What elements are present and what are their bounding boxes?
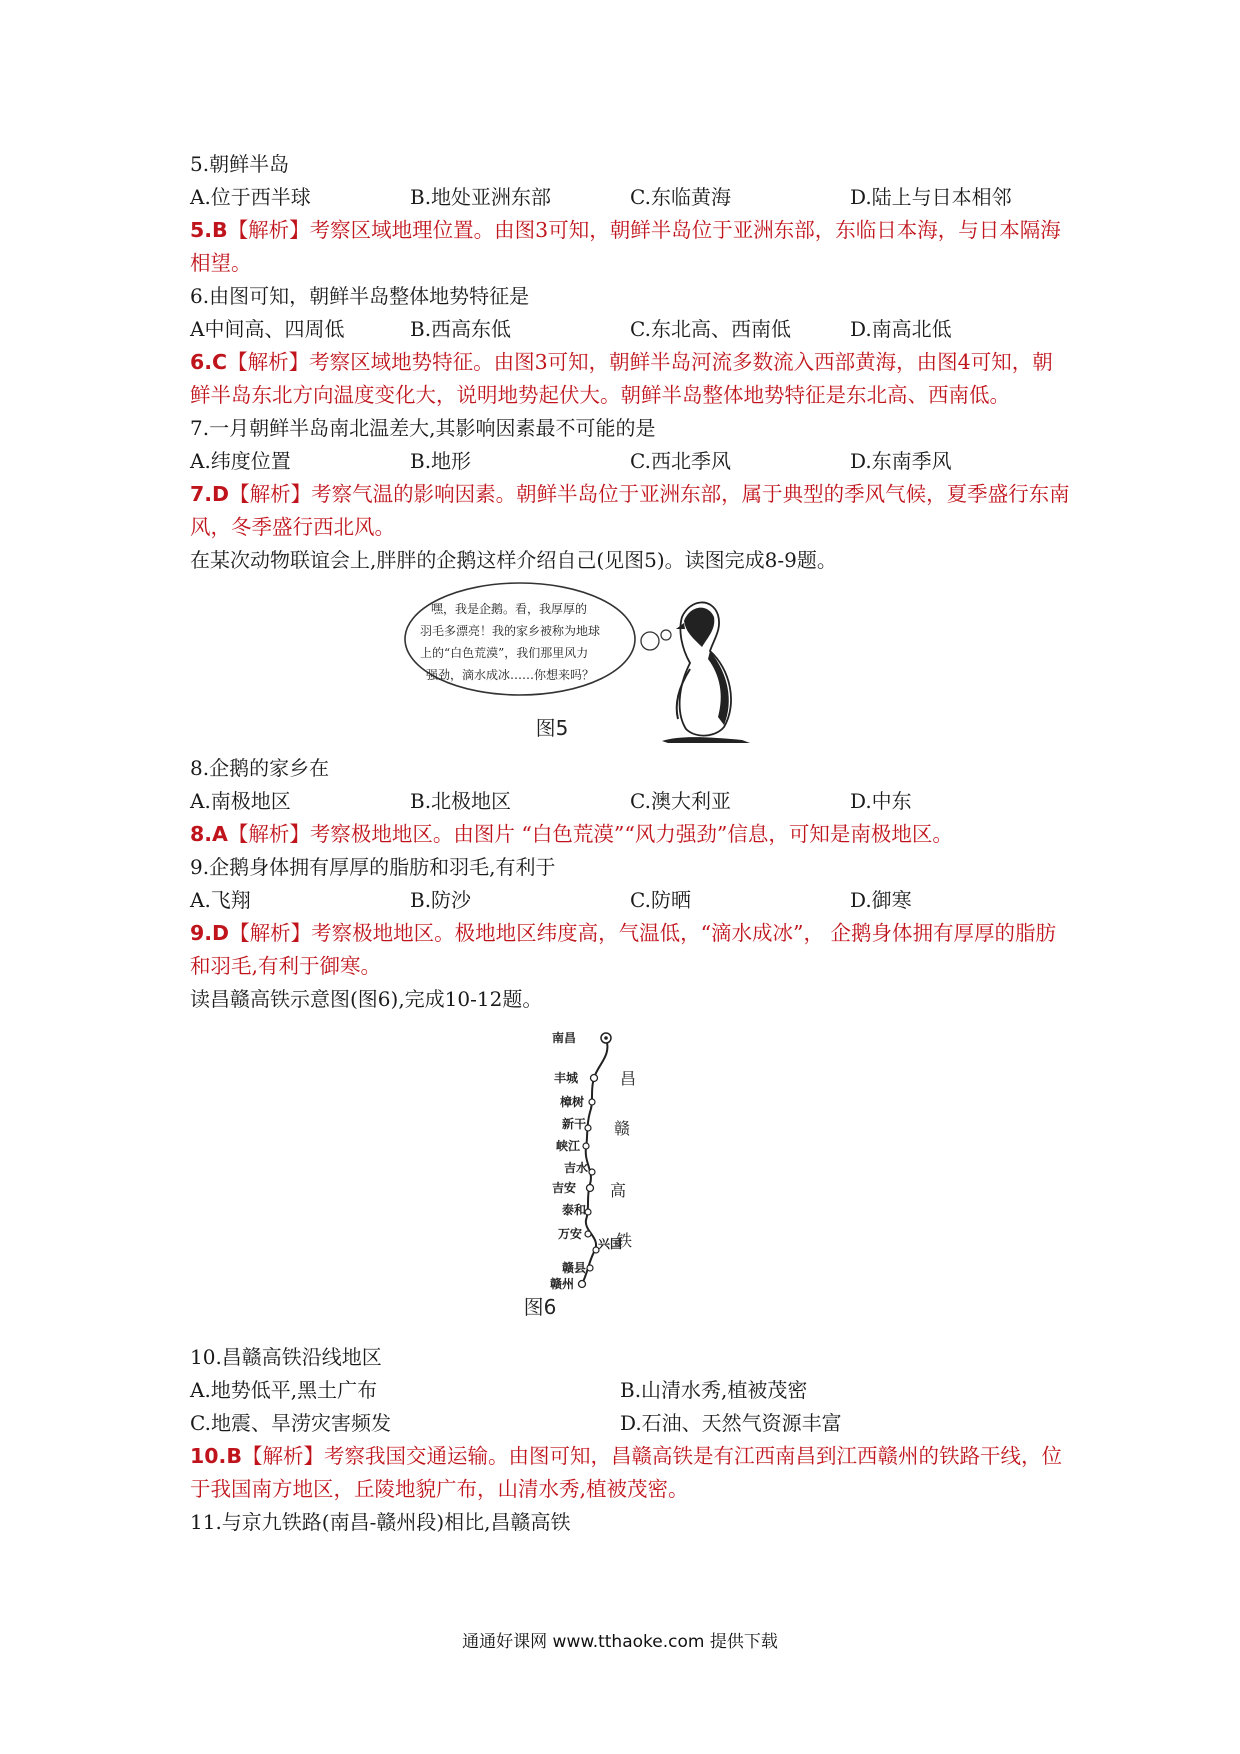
question-6-stem: 6.由图可知，朝鲜半岛整体地势特征是 (190, 284, 530, 308)
station-marker (587, 1265, 593, 1271)
station-label: 赣州 (550, 1277, 575, 1291)
figure-6 (190, 1016, 1070, 1319)
option-c: C.东北高、西南低 (630, 317, 791, 341)
question-8-stem: 8.企鹅的家乡在 (190, 756, 330, 780)
answer-10-text: 【解析】考察我国交通运输。由图可知，昌赣高铁是有江西南昌到江西赣州的铁路干线，位于我国南方地区，丘陵地貌广布，山清水秀,植被茂密。 (190, 1444, 1062, 1501)
intro-10-12: 读昌赣高铁示意图(图6),完成10-12题。 (190, 987, 543, 1011)
route-label-char: 铁 (616, 1231, 633, 1250)
ground-shadow (662, 737, 750, 743)
intro-8-9: 在某次动物联谊会上,胖胖的企鹅这样介绍自己(见图5)。读图完成8-9题。 (190, 548, 837, 572)
answer-7-text: 【解析】考察气温的影响因素。朝鲜半岛位于亚洲东部，属于典型的季风气候，夏季盛行东南风，冬季盛行西北风。 (190, 482, 1070, 539)
route-label-char: 高 (610, 1181, 627, 1200)
answer-9-text: 【解析】考察极地地区。极地地区纬度高，气温低，“滴水成冰”， 企鹅身体拥有厚厚的脂肪和羽毛,有利于御寒。 (190, 921, 1057, 978)
option-c: C.东临黄海 (630, 185, 731, 209)
route-label-char: 赣 (614, 1119, 631, 1138)
station-label: 南昌 (552, 1031, 577, 1045)
route-label-char: 昌 (620, 1069, 637, 1088)
option-d: D.石油、天然气资源丰富 (620, 1411, 842, 1435)
question-7-stem: 7.一月朝鲜半岛南北温差大,其影响因素最不可能的是 (190, 416, 656, 440)
station-label: 新干 (562, 1117, 587, 1131)
answer-7 (190, 478, 1070, 544)
option-d: D.陆上与日本相邻 (850, 185, 1012, 209)
speech-line-4: 强劲，滴水成冰……你想来吗？ (426, 668, 595, 682)
speech-line-1: 嘿，我是企鹅。看，我厚厚的 (431, 602, 588, 616)
question-11-stem: 11.与京九铁路(南昌-赣州段)相比,昌赣高铁 (190, 1510, 571, 1534)
option-a: A中间高、四周低 (190, 317, 345, 341)
option-c: C.西北季风 (630, 449, 731, 473)
question-5-stem: 5.朝鲜半岛 (190, 152, 290, 176)
option-b: B.西高东低 (410, 317, 512, 341)
speech-line-3: 上的“白色荒漠”，我们那里风力 (420, 646, 589, 660)
option-c: C.澳大利亚 (630, 789, 731, 813)
content-body (190, 148, 1070, 1539)
answer-5-key: 5.B (190, 218, 228, 242)
figure-5 (190, 577, 1070, 752)
option-a: A.飞翔 (190, 888, 251, 912)
station-label: 峡江 (556, 1139, 581, 1153)
option-d: D.南高北低 (850, 317, 952, 341)
question-10-stem: 10.昌赣高铁沿线地区 (190, 1345, 382, 1369)
question-8-options (190, 785, 1070, 818)
option-a: A.位于西半球 (190, 185, 311, 209)
railway-map (190, 1016, 1070, 1319)
page-footer: 通通好课网 www.tthaoke.com 提供下载 (462, 1632, 778, 1652)
station-label: 赣县 (562, 1261, 587, 1275)
station-marker (589, 1099, 595, 1105)
option-a: A.南极地区 (190, 789, 291, 813)
station-marker (583, 1143, 589, 1149)
answer-10-key: 10.B (190, 1444, 242, 1468)
answer-7-key: 7.D (190, 482, 230, 506)
station-label: 吉水 (564, 1161, 589, 1175)
answer-8-key: 8.A (190, 822, 228, 846)
question-10-options-row-1 (190, 1374, 1070, 1407)
option-a: A.纬度位置 (190, 449, 291, 473)
station-label: 樟树 (560, 1095, 585, 1109)
penguin-illustration (190, 577, 1070, 752)
option-a: A.地势低平,黑土广布 (190, 1378, 378, 1402)
answer-8 (190, 818, 1070, 851)
option-b: B.北极地区 (410, 789, 512, 813)
station-marker (585, 1231, 591, 1237)
station-marker-nanchang-center (604, 1036, 608, 1040)
question-9-options (190, 884, 1070, 917)
answer-5-text: 【解析】考察区域地理位置。由图3可知，朝鲜半岛位于亚洲东部，东临日本海，与日本隔海相望。 (190, 218, 1061, 275)
station-marker (579, 1281, 586, 1288)
option-b: B.山清水秀,植被茂密 (620, 1378, 808, 1402)
figure-5-caption: 图5 (535, 716, 569, 740)
answer-5 (190, 214, 1070, 280)
figure-6-caption: 图6 (523, 1295, 557, 1319)
station-label: 丰城 (554, 1071, 579, 1085)
option-b: B.地形 (410, 449, 472, 473)
option-d: D.中东 (850, 789, 912, 813)
option-b: B.防沙 (410, 888, 472, 912)
answer-6 (190, 346, 1070, 412)
question-10-options-row-2 (190, 1407, 1070, 1440)
question-9-stem: 9.企鹅身体拥有厚厚的脂肪和羽毛,有利于 (190, 855, 556, 879)
option-d: D.御寒 (850, 888, 912, 912)
question-6-options (190, 313, 1070, 346)
station-marker (589, 1169, 595, 1175)
answer-9-key: 9.D (190, 921, 230, 945)
option-c: C.地震、旱涝灾害频发 (190, 1411, 391, 1435)
option-d: D.东南季风 (850, 449, 952, 473)
speech-line-2: 羽毛多漂亮！我的家乡被称为地球 (420, 624, 601, 638)
station-label: 万安 (558, 1227, 583, 1241)
thought-dot (661, 630, 671, 640)
answer-6-key: 6.C (190, 350, 228, 374)
answer-8-text: 【解析】考察极地地区。由图片 “白色荒漠”“风力强劲”信息，可知是南极地区。 (227, 822, 953, 846)
option-b: B.地处亚洲东部 (410, 185, 552, 209)
question-7-options (190, 445, 1070, 478)
answer-10 (190, 1440, 1070, 1506)
question-5-options (190, 181, 1070, 214)
station-marker (591, 1075, 598, 1082)
thought-dot (641, 632, 659, 650)
answer-9 (190, 917, 1070, 983)
station-marker (587, 1185, 594, 1192)
station-label: 泰和 (562, 1203, 587, 1217)
station-label: 兴国 (598, 1237, 623, 1251)
station-label: 吉安 (552, 1181, 577, 1195)
option-c: C.防晒 (630, 888, 691, 912)
answer-6-text: 【解析】考察区域地势特征。由图3可知，朝鲜半岛河流多数流入西部黄海，由图4可知，朝鲜半岛东北方向温度变化大，说明地势起伏大。朝鲜半岛整体地势特征是东北高、西南低。 (190, 350, 1053, 407)
